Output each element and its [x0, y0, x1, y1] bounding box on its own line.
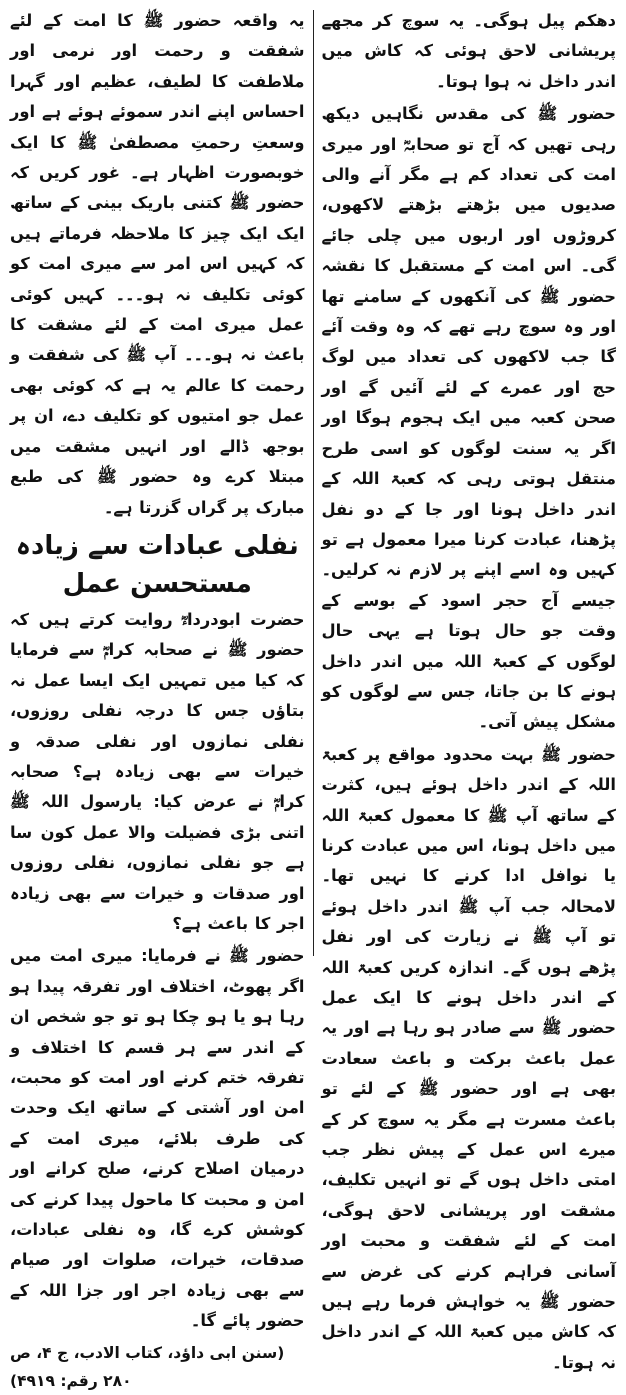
hadith-reference: (سنن ابی داؤد، کتاب الادب، ج ۴، ص ۲۸۰ رقم: ۴۹۱۹): [10, 1343, 285, 1390]
left-column: [8, 6, 313, 1390]
right-paragraph-3: حضور ﷺ بہت محدود مواقع پر کعبۃ اللہ کے اندر داخل ہوئے ہیں، کثرت کے ساتھ آپ ﷺ کا معمول کعبۃ اللہ میں داخل ہونا، اس میں عبادت کرنا یا نوافل ادا کرنے کا نہیں تھا۔ لامحالہ جب آپ ﷺ اندر داخل ہوئے تو آپ ﷺ نے زیارت کی اور نفل پڑھے ہوں گے۔ اندازہ کریں کعبۃ اللہ کے اندر داخل ہونے کا ایک عمل حضور ﷺ سے صادر ہو رہا ہے اور یہ عمل باعث برکت و باعث سعادت بھی ہے اور حضور ﷺ کے لئے تو باعث مسرت ہے مگر یہ سوچ کر کے میرے اس عمل کے پیش نظر جب امتی داخل ہوں گے تو انہیں تکلیف، مشقت اور پریشانی لاحق ہوگی، امت کے لئے شفقت و محبت اور آسانی فراہم کرنے کی غرض سے حضور ﷺ یہ خواہش فرما رہے ہیں کہ کاش میں کعبۃ اللہ کے اندر داخل نہ ہوتا۔: [321, 744, 616, 1372]
section-heading: نفلی عبادات سے زیادہ مستحسن عمل: [15, 530, 299, 599]
left-paragraph-1: یہ واقعہ حضور ﷺ کا امت کے لئے شفقت و رحمت اور نرمی اور ملاطفت کا لطیف، عظیم اور گہرا احساس اپنے اندر سموئے ہوئے ہے اور وسعتِ رحمتِ مصطفیٰ ﷺ کا ایک خوبصورت اظہار ہے۔ غور کریں کہ حضور ﷺ کتنی باریک بینی کے ساتھ ایک ایک چیز کا ملاحظہ فرماتے ہیں کہ کہیں اس امر سے میری امت کو کوئی تکلیف نہ ہو۔۔۔ کہیں کوئی عمل میری امت کے لئے مشقت کا باعث نہ ہو۔۔۔ آپ ﷺ کی شفقت و رحمت کا عالم یہ ہے کہ کوئی بھی عمل جو امتیوں کو تکلیف دے، ان پر بوجھ ڈالے اور انہیں مشقت میں مبتلا کرے وہ حضور ﷺ کی طبع مبارک پر گراں گزرتا ہے۔: [10, 11, 305, 517]
right-column: [314, 6, 619, 1372]
left-paragraph-3: حضور ﷺ نے فرمایا: میری امت میں اگر پھوٹ، اختلاف اور تفرقہ پیدا ہو رہا ہو یا ہو چکا ہو تو جو شخص ان کے اندر سے ہر قسم کا اختلاف و تفرقہ ختم کرنے اور امت کو محبت، امن اور آشتی کے ساتھ ایک وحدت کی طرف بلائے، میری امت کے درمیان اصلاح کرنے، صلح کرانے اور امن و محبت کا ماحول پیدا کرنے کی کوشش کرے گا، وہ نفلی عبادات، صدقات، خیرات، صلوات اور صیام سے بھی زیادہ اجر اور جزا اللہ کے حضور پائے گا۔: [10, 946, 305, 1331]
left-paragraph-2: حضرت ابودرداءؓ روایت کرتے ہیں کہ حضور ﷺ نے صحابہ کرامؓ سے فرمایا کہ کیا میں تمہیں ایک ایسا عمل نہ بتاؤں جس کا درجہ نفلی روزوں، نفلی نمازوں اور نفلی صدقہ و خیرات سے بھی زیادہ ہے؟ صحابہ کرامؓ نے عرض کیا: یارسول اللہ ﷺ اتنی بڑی فضیلت والا عمل کون سا ہے جو نفلی نمازوں، نفلی روزوں اور صدقات و خیرات سے بھی زیادہ اجر کا باعث ہے؟: [10, 609, 305, 933]
two-column-layout: [8, 6, 618, 1390]
right-paragraph-2: حضور ﷺ کی مقدس نگاہیں دیکھ رہی تھیں کہ آج تو صحابہؓ اور میری امت کی تعداد کم ہے مگر آنے والی صدیوں میں بڑھتے بڑھتے لاکھوں، کروڑوں اور اربوں میں چلی جائے گی۔ اس امت کے مستقبل کا نقشہ حضور ﷺ کی آنکھوں کے سامنے تھا اور وہ سوچ رہے تھے کہ وہ وقت آئے گا جب لاکھوں کی تعداد میں لوگ حج اور عمرے کے لئے آئیں گے اور صحن کعبہ میں ایک ہجوم ہوگا اور اگر یہ سنت لوگوں کو اسی طرح منتقل ہوتی رہی کہ کعبۃ اللہ کے اندر داخل ہونا اور جا کے دو نفل پڑھنا، عبادت کرنا میرا معمول ہے تو کہیں وہ اسے اپنے پر لازم نہ کرلیں۔ جیسے آج حجر اسود کے بوسے کے وقت جو حال ہوتا ہے یہی حال لوگوں کے کعبۃ اللہ میں اندر داخل ہونے کا بن جاتا، جس سے لوگوں کو مشکل پیش آتی۔: [321, 104, 616, 732]
right-paragraph-1: دھکم پیل ہوگی۔ یہ سوچ کر مجھے پریشانی لاحق ہوئی کہ کاش میں اندر داخل نہ ہوا ہوتا۔: [321, 11, 616, 91]
